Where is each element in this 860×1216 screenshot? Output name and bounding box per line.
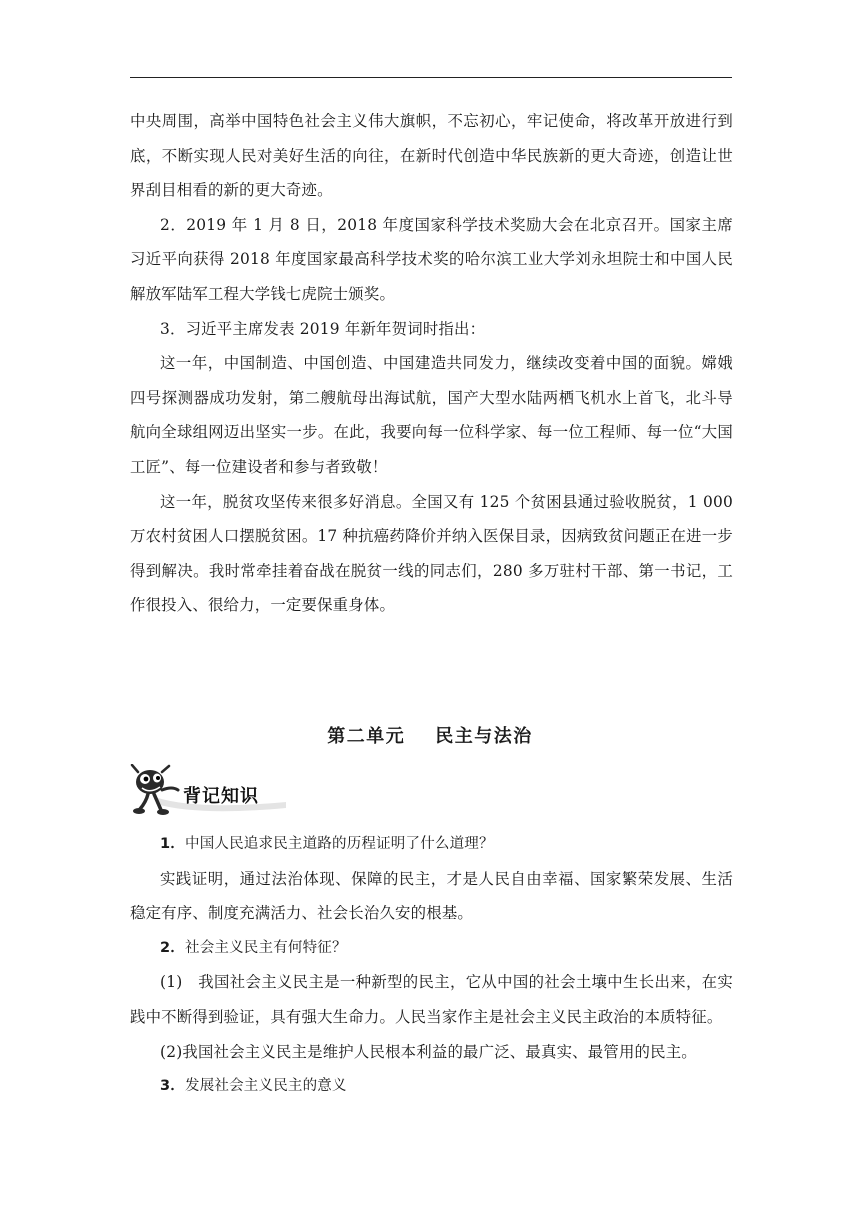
paragraph-item-3: 3．习近平主席发表 2019 年新年贺词时指出： [160,319,486,338]
unit-title-right: 民主与法治 [435,726,533,747]
question-1-text: 中国人民追求民主道路的历程证明了什么道理？ [185,836,494,852]
unit-title-left: 第二单元 [327,726,406,747]
header-rule [130,77,732,78]
answer-1: 实践证明，通过法治体现、保障的民主，才是人民自由幸福、国家繁荣发展、生活稳定有序、制度充满活力、社会长治久安的根基。 [130,869,733,923]
answer-2-point-2: (2)我国社会主义民主是维护人民根本利益的最广泛、最真实、最管用的民主。 [160,1042,697,1061]
question-3-text: 发展社会主义民主的意义 [185,1078,347,1095]
text-block-top [130,104,733,623]
question-1 [130,827,733,862]
question-3 [130,1069,733,1104]
paragraph-quote-2: 这一年，脱贫攻坚传来很多好消息。全国又有 125 个贫困县通过验收脱贫，1 000 万农村贫困人口摆脱贫困。17 种抗癌药降价并纳入医保目录，因病致贫问题正在进一步得到解决。我时常牵挂着奋战在脱贫一线的同志们，280 多万驻村干部、第一书记，工作很投入、很给力，一定要保重身体。 [130,492,733,615]
paragraph-item-2: 2．2019 年 1 月 8 日，2018 年度国家科学技术奖励大会在北京召开。国家主席习近平向获得 2018 年度国家最高科学技术奖的哈尔滨工业大学刘永坦院士和中国人民解放军陆军工程大学钱七虎院士颁奖。 [130,215,733,303]
question-1-number: 1． [160,836,185,852]
question-3-number: 3． [160,1078,185,1095]
question-2-text: 社会主义民主有何特征？ [185,939,347,956]
answer-2-point-1: (1) 我国社会主义民主是一种新型的民主，它从中国的社会土壤中生长出来，在实践中不断得到验证，具有强大生命力。人民当家作主是社会主义民主政治的本质特征。 [130,973,733,1026]
paragraph-quote-1: 这一年，中国制造、中国创造、中国建造共同发力，继续改变着中国的面貌。嫦娥四号探测器成功发射，第二艘航母出海试航，国产大型水陆两栖飞机水上首飞，北斗导航向全球组网迈出坚实一步。在此，我要向每一位科学家、每一位工程师、每一位“大国工匠”、每一位建设者和参与者致敬！ [130,354,733,476]
text-block-unit2 [130,827,733,1104]
question-2-number: 2． [160,939,185,956]
question-2 [130,931,733,966]
section-badge-label: 背记知识 [183,786,259,807]
paragraph-continuation: 中央周围，高举中国特色社会主义伟大旗帜，不忘初心，牢记使命，将改革开放进行到底，不断实现人民对美好生活的向往，在新时代创造中华民族新的更大奇迹，创造让世界刮目相看的新的更大奇迹。 [130,112,733,200]
unit-title [0,722,860,748]
